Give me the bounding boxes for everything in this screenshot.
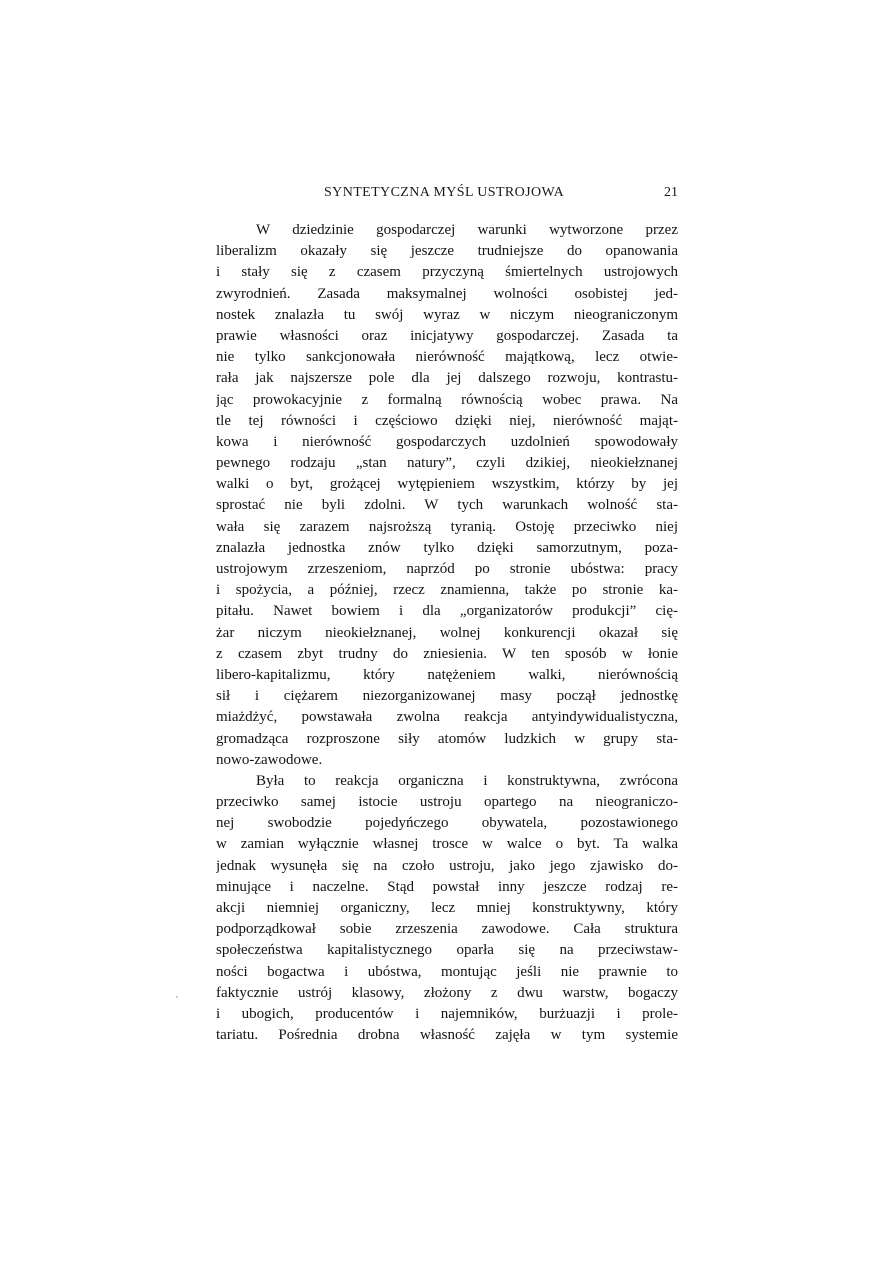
- text-line: prawie własności oraz inicjatywy gospodarczej. Zasada ta: [216, 327, 678, 344]
- text-line: tle tej równości i częściowo dzięki niej, nierówność mająt-: [216, 412, 678, 429]
- page-number: 21: [664, 185, 678, 200]
- text-line: minujące i naczelne. Stąd powstał inny jeszcze rodzaj re-: [216, 878, 678, 895]
- running-title: SYNTETYCZNA MYŚL USTROJOWA: [324, 185, 565, 200]
- text-line: znalazła jednostka znów tylko dzięki samorzutnym, poza-: [216, 539, 678, 556]
- text-line: Była to reakcja organiczna i konstruktywna, zwrócona: [256, 772, 678, 789]
- text-line: w zamian wyłącznie własnej trosce w walce o byt. Ta walka: [216, 836, 678, 853]
- scan-speck: [176, 996, 178, 998]
- text-line: kowa i nierówność gospodarczych uzdolnień spowodowały: [216, 433, 678, 450]
- text-line: faktycznie ustrój klasowy, złożony z dwu warstw, bogaczy: [216, 984, 678, 1001]
- text-line: tariatu. Pośrednia drobna własność zajęła w tym systemie: [216, 1027, 678, 1044]
- text-line: i spożycia, a później, rzecz znamienna, także po stronie ka-: [216, 582, 678, 599]
- text-line: społeczeństwa kapitalistycznego oparła się na przeciwstaw-: [216, 942, 678, 959]
- text-line: ności bogactwa i ubóstwa, montując jeśli nie prawnie to: [216, 963, 678, 980]
- text-line: miażdżyć, powstawała zwolna reakcja antyindywidualistyczna,: [216, 709, 678, 726]
- text-line: z czasem zbyt trudny do zniesienia. W ten sposób w łonie: [216, 645, 678, 662]
- text-line: ustrojowym zrzeszeniom, naprzód po stronie ubóstwa: pracy: [216, 561, 678, 577]
- text-line: sił i ciężarem niezorganizowanej masy począł jednostkę: [216, 688, 678, 705]
- text-line: pewnego rodzaju „stan natury”, czyli dzikiej, nieokiełznanej: [216, 455, 678, 472]
- text-line: W dziedzinie gospodarczej warunki wytworzone przez: [256, 222, 678, 238]
- text-line: akcji niemniej organiczny, lecz mniej konstruktywny, który: [216, 900, 678, 916]
- text-line: sprostać nie byli zdolni. W tych warunkach wolność sta-: [216, 497, 678, 514]
- body-text: [216, 220, 678, 1046]
- text-line: pitału. Nawet bowiem i dla „organizatorów produkcji” cię-: [216, 603, 678, 620]
- text-line: nostek znalazła tu swój wyraz w niczym nieograniczonym: [216, 306, 678, 323]
- text-line: wała się zarazem najsroższą tyranią. Ostoję przeciwko niej: [216, 518, 678, 535]
- text-line: liberalizm okazały się jeszcze trudniejsze do opanowania: [216, 243, 678, 260]
- text-line: jąc prowokacyjnie z formalną równością wobec prawa. Na: [216, 391, 678, 408]
- text-line: gromadząca rozproszone siły atomów ludzkich w grupy sta-: [216, 730, 678, 747]
- text-line: przeciwko samej istocie ustroju opartego na nieograniczo-: [216, 794, 678, 811]
- text-line: nej swobodzie pojedyńczego obywatela, pozostawionego: [216, 815, 678, 832]
- text-line: zwyrodnień. Zasada maksymalnej wolności osobistej jed-: [216, 285, 678, 302]
- text-line: libero-kapitalizmu, który natężeniem walki, nierównością: [216, 666, 678, 683]
- text-line: i stały się z czasem przyczyną śmiertelnych ustrojowych: [216, 264, 678, 281]
- text-line: walki o byt, grożącej wytępieniem wszystkim, którzy by jej: [216, 476, 678, 493]
- text-line: rała jak najszersze pole dla jej dalszego rozwoju, kontrastu-: [216, 370, 678, 387]
- text-line: i ubogich, producentów i najemników, burżuazji i prole-: [216, 1005, 678, 1022]
- text-line: żar niczym nieokiełznanej, wolnej konkurencji okazał się: [216, 624, 678, 641]
- text-line: nie tylko sankcjonowała nierówność majątkową, lecz otwie-: [216, 349, 678, 366]
- page-header: [216, 185, 678, 205]
- text-line: nowo-zawodowe.: [216, 751, 323, 768]
- text-line: jednak wysunęła się na czoło ustroju, jako jego zjawisko do-: [216, 857, 678, 874]
- text-line: podporządkował sobie zrzeszenia zawodowe. Cała struktura: [216, 921, 678, 938]
